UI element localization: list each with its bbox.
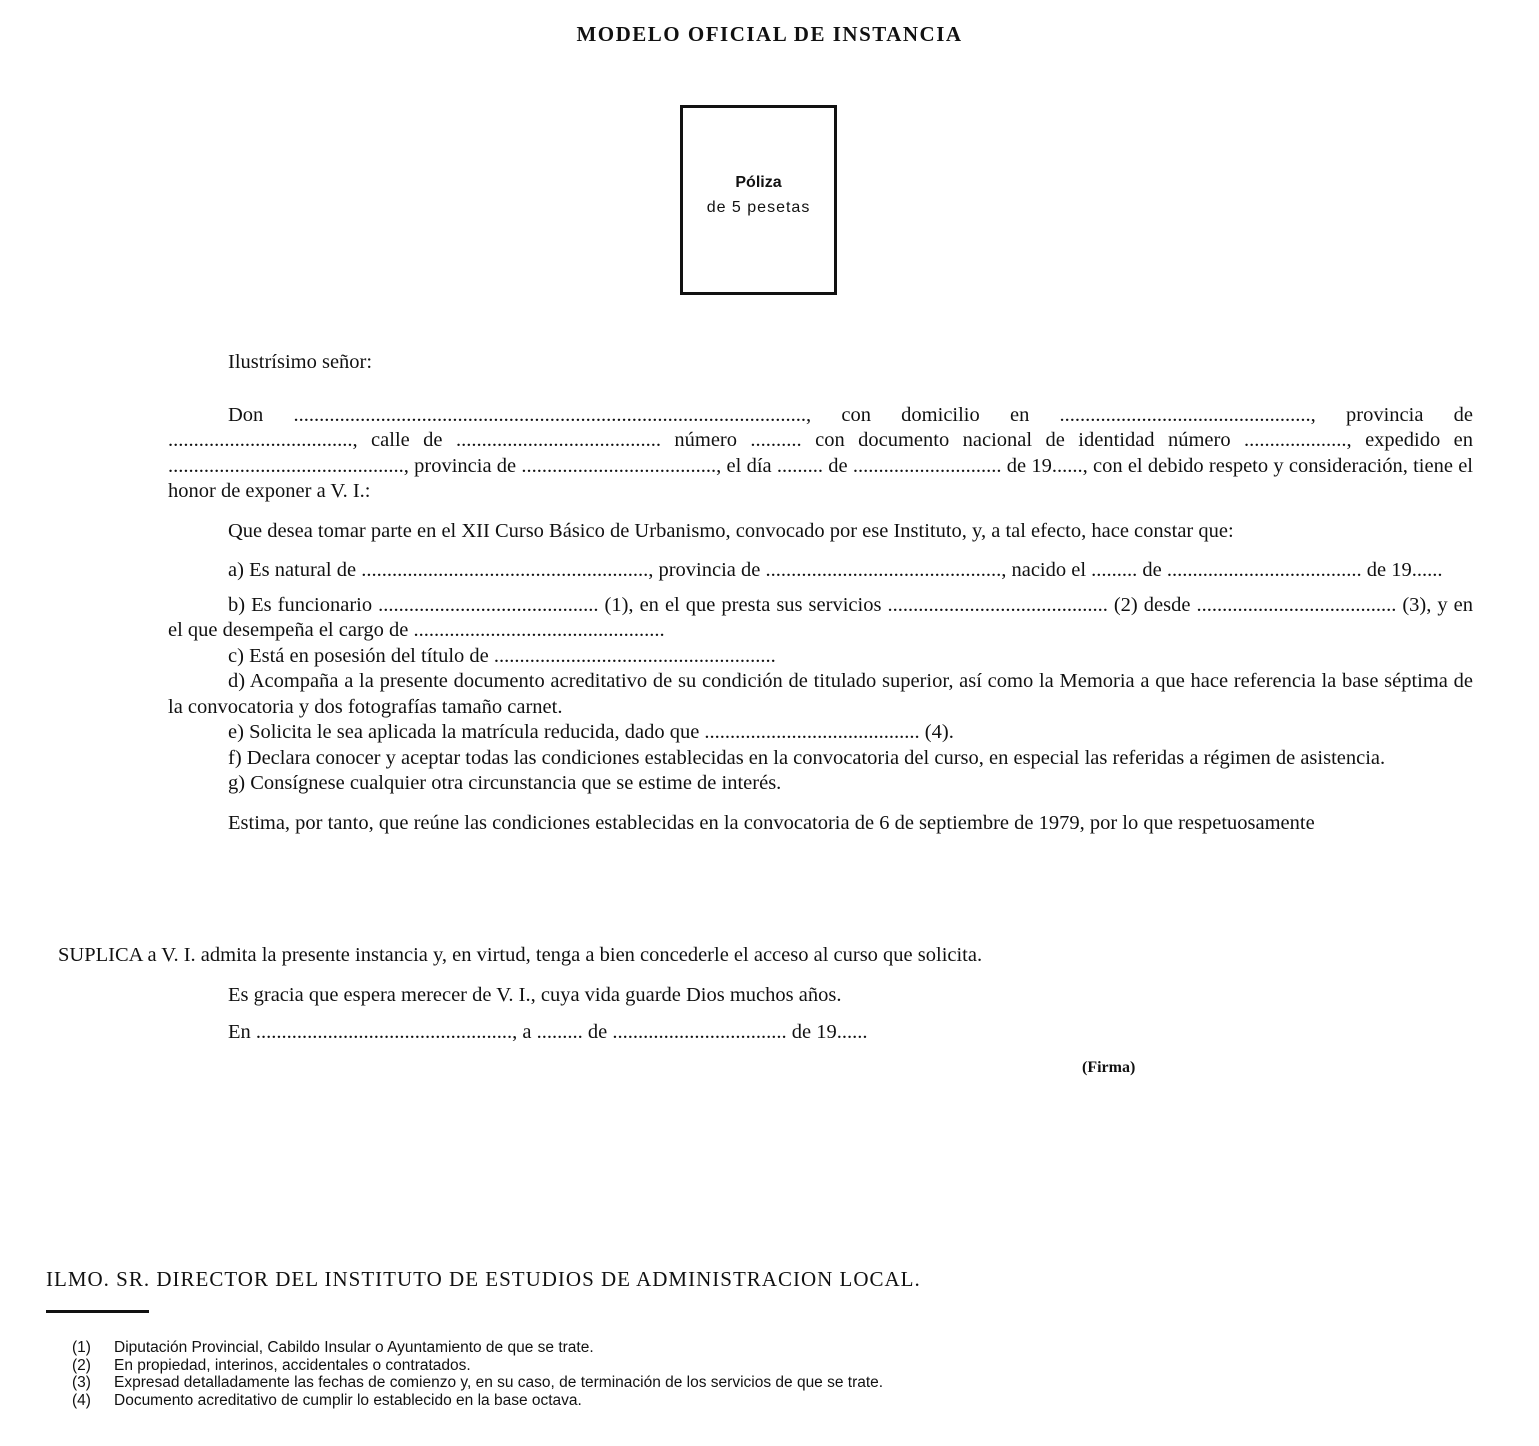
item-a-text: Es natural de ........................................................, provincia de .............................................., nacido el ......... de ...................................... de 19...... — [249, 559, 1443, 581]
item-g-text: Consígnese cualquier otra circunstancia que se estime de interés. — [250, 772, 782, 794]
place-date-line: En .................................................., a ......... de .................................. de 19...... — [228, 1020, 868, 1043]
suplica-text: a V. I. admita la presente instancia y, en virtud, tenga a bien concederle el acceso al curso que solicita. — [147, 944, 983, 966]
form-body — [168, 350, 1473, 836]
item-c-text: Está en posesión del título de ....................................................... — [249, 644, 776, 667]
item-c — [168, 644, 1473, 670]
item-f-label: f) — [228, 746, 242, 769]
footnote — [72, 1374, 1292, 1392]
stamp-value: de 5 pesetas — [706, 199, 811, 216]
footnote-number: (1) — [72, 1339, 91, 1356]
suplica-line — [58, 943, 1478, 969]
item-d-text: Acompaña a la presente documento acreditativo de su condición de titulado superior, así como la Memoria a que hace referencia la base séptima de la convocatoria y dos fotografías tamaño carnet. — [168, 670, 1473, 718]
suplica-label: SUPLICA — [58, 944, 143, 966]
footnote-number: (4) — [72, 1391, 91, 1409]
signature-label: (Firma) — [1082, 1059, 1136, 1076]
applicant-details: provincia de ...................................., calle de ........................................ número .......... con documento nacional de identidad número ...................., expedido en .............................................., provincia de ......................................, el día ......... de ............................. de 19......, con el debido respeto y consideración, tiene el honor de exponer a V. I.: — [168, 403, 1473, 502]
item-b-text: Es funcionario ........................................... (1), en el que presta sus servicios ........................................... (2) desde ....................................... (3), y en el que desempeña el cargo de ................................................. — [168, 593, 1474, 641]
footnote — [72, 1392, 1292, 1410]
footnote-divider — [46, 1310, 149, 1313]
addressee: ILMO. SR. DIRECTOR DEL INSTITUTO DE ESTUDIOS DE ADMINISTRACION LOCAL. — [46, 1267, 921, 1291]
footnotes — [72, 1339, 1292, 1409]
item-a — [168, 558, 1473, 584]
item-d-label: d) — [228, 670, 246, 692]
greeting: Ilustrísimo señor: — [228, 351, 373, 373]
document-title: MODELO OFICIAL DE INSTANCIA — [576, 22, 963, 46]
estima-paragraph: Estima, por tanto, que reúne las condiciones establecidas en la convocatoria de 6 de septiembre de 1979, por lo que respetuosamente — [228, 811, 1315, 834]
footnote — [72, 1339, 1292, 1357]
item-g-label: g) — [228, 772, 246, 794]
footnote-text: Expresad detalladamente las fechas de comienzo y, en su caso, de terminación de los servicios de que se trate. — [114, 1374, 884, 1391]
item-b-label: b) — [228, 593, 246, 616]
applicant-paragraph — [168, 403, 1473, 505]
item-f — [168, 746, 1473, 772]
item-e-text: Solicita le sea aplicada la matrícula reducida, dado que .......................................... (4). — [249, 721, 954, 743]
item-e-label: e) — [228, 721, 244, 743]
item-a-label: a) — [228, 559, 244, 581]
item-e — [168, 720, 1473, 746]
gracia-line: Es gracia que espera merecer de V. I., cuya vida guarde Dios muchos años. — [228, 984, 842, 1006]
item-g — [168, 771, 1473, 797]
footnote-number: (3) — [72, 1374, 91, 1391]
footnote-text: Documento acreditativo de cumplir lo establecido en la base octava. — [114, 1391, 582, 1409]
footnote-number: (2) — [72, 1356, 91, 1374]
footnote-text: Diputación Provincial, Cabildo Insular o Ayuntamiento de que se trate. — [114, 1339, 594, 1356]
closing-block — [228, 983, 1478, 1056]
footnote-text: En propiedad, interinos, accidentales o contratados. — [114, 1356, 471, 1374]
applicant-don-line: Don ...................................................................................................., con domicilio en ................................................., — [228, 403, 1316, 426]
stamp-label: Póliza — [735, 174, 782, 191]
item-c-label: c) — [228, 644, 244, 667]
item-d — [168, 669, 1473, 720]
request-paragraph: Que desea tomar parte en el XII Curso Básico de Urbanismo, convocado por ese Instituto, y, a tal efecto, hace constar que: — [228, 519, 1234, 542]
item-b — [168, 593, 1473, 644]
stamp-box — [680, 105, 837, 295]
footnote — [72, 1357, 1292, 1375]
item-f-text: Declara conocer y aceptar todas las condiciones establecidas en la convocatoria del curso, en especial las referidas a régimen de asistencia. — [246, 746, 1386, 769]
